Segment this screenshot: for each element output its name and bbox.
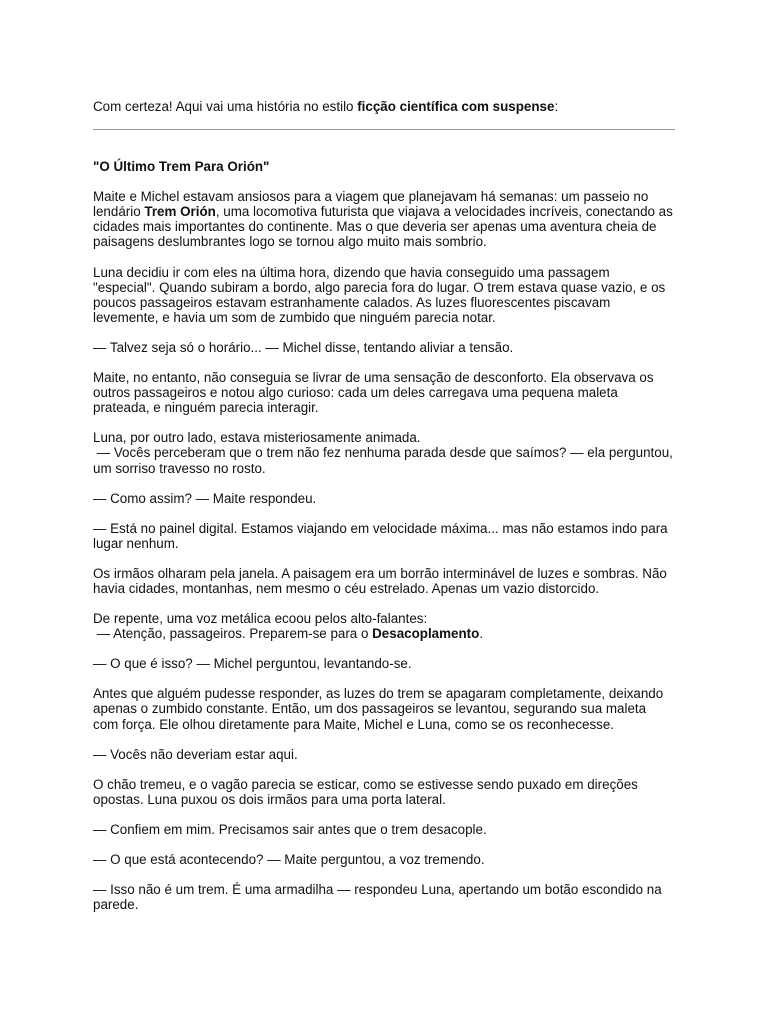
paragraph-5-line-1: Luna, por outro lado, estava misteriosamente animada. (93, 430, 421, 446)
document-page (93, 99, 675, 912)
desacoplamento-bold: Desacoplamento (372, 626, 480, 642)
train-name-bold: Trem Orión (144, 204, 216, 220)
paragraph-1 (93, 189, 675, 249)
paragraph-9-line-2-end: . (479, 626, 484, 642)
paragraph-16: — Isso não é um trem. É uma armadilha — respondeu Luna, apertando um botão escondido na parede. (93, 882, 662, 913)
paragraph-5 (93, 430, 675, 475)
paragraph-5-line-2: — Vocês perceberam que o trem não fez nenhuma parada desde que saímos? — ela perguntou, um sorriso travesso no rosto. (93, 445, 677, 476)
intro-paragraph (93, 99, 675, 114)
paragraph-15: — O que está acontecendo? — Maite perguntou, a voz tremendo. (93, 852, 485, 867)
paragraph-3: — Talvez seja só o horário... — Michel disse, tentando aliviar a tensão. (93, 339, 514, 355)
intro-text: Com certeza! Aqui vai uma história no estilo (93, 99, 358, 114)
paragraph-6: — Como assim? — Maite respondeu. (93, 490, 317, 506)
paragraph-9-line-1: De repente, uma voz metálica ecoou pelos alto-falantes: (93, 611, 428, 627)
story-title: "O Último Trem Para Orión" (93, 159, 270, 175)
paragraph-12: — Vocês não deveriam estar aqui. (93, 746, 298, 762)
paragraph-9 (93, 611, 675, 641)
paragraph-7: — Está no painel digital. Estamos viajando em velocidade máxima... mas não estamos indo para lugar nenhum. (93, 520, 668, 551)
horizontal-divider (93, 129, 675, 130)
paragraph-14: — Confiem em mim. Precisamos sair antes que o trem desacople. (93, 821, 487, 837)
intro-colon: : (554, 99, 559, 114)
paragraph-4: Maite, no entanto, não conseguia se livrar de uma sensação de desconforto. Ela observava os outros passageiros e notou algo curioso: cada um deles carregava uma pequena maleta prateada, e ninguém parecia interagir. (93, 370, 654, 416)
paragraph-13: O chão tremeu, e o vagão parecia se esticar, como se estivesse sendo puxado em direções opostas. Luna puxou os dois irmãos para uma porta lateral. (93, 776, 638, 807)
paragraph-10: — O que é isso? — Michel perguntou, levantando-se. (93, 656, 412, 672)
paragraph-11: Antes que alguém pudesse responder, as luzes do trem se apagaram completamente, deixando apenas o zumbido constante. Então, um dos passageiros se levantou, segurando sua maleta com força. Ele olhou diretamente para Maite, Michel e Luna, como se os reconhecesse. (93, 686, 664, 732)
intro-genre-bold: ficção científica com suspense (357, 99, 555, 114)
paragraph-1-end: , uma locomotiva futurista que viajava a velocidades incríveis, conectando as cidades mais importantes do continente. Mas o que deveria ser apenas uma aventura cheia de paisagens deslumbrantes logo se tornou algo muito mais sombrio. (93, 204, 673, 250)
paragraph-2: Luna decidiu ir com eles na última hora, dizendo que havia conseguido uma passagem "especial". Quando subiram a bordo, algo parecia fora do lugar. O trem estava quase vazio, e os poucos passageiros estavam estranhamente calados. As luzes fluorescentes piscavam levemente, e havia um som de zumbido que ninguém parecia notar. (93, 264, 666, 325)
paragraph-8: Os irmãos olharam pela janela. A paisagem era um borrão interminável de luzes e sombras. Não havia cidades, montanhas, nem mesmo o céu estrelado. Apenas um vazio distorcido. (93, 565, 667, 596)
paragraph-1-start: Maite e Michel estavam ansiosos para a viagem que planejavam há semanas: um passeio no lendário (93, 189, 649, 220)
paragraph-9-line-2-start: — Atenção, passageiros. Preparem-se para o (93, 626, 373, 642)
